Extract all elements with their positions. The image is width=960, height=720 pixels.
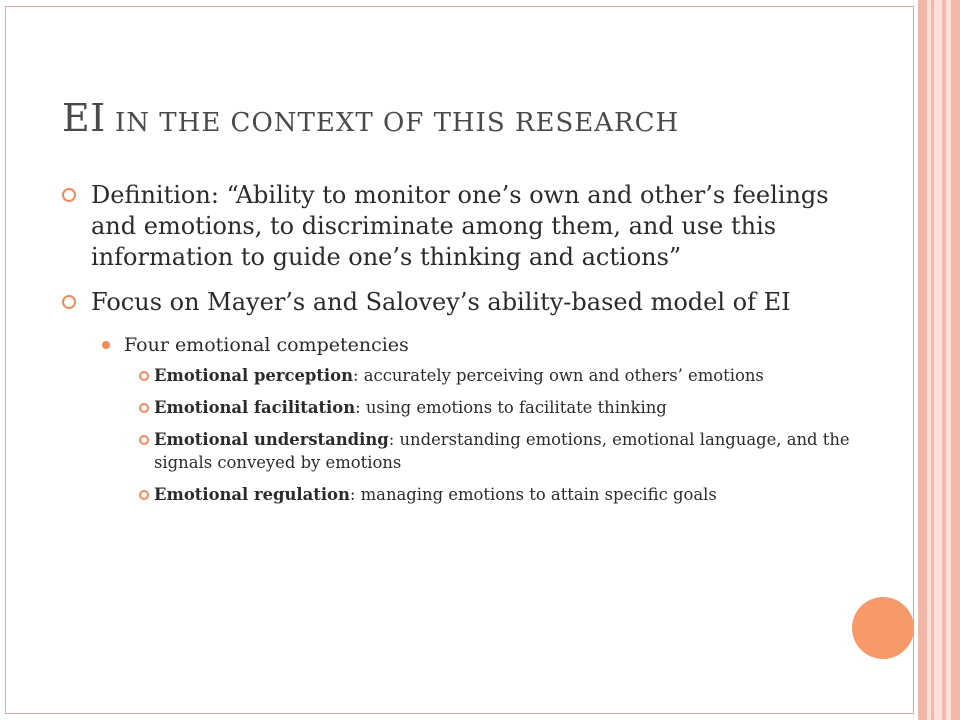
title-lead: EI bbox=[62, 96, 106, 140]
competency-item bbox=[62, 428, 852, 474]
decorative-circle bbox=[852, 597, 914, 659]
small-ring-bullet-icon bbox=[139, 403, 149, 413]
competency-desc: : using emotions to facilitate thinking bbox=[355, 398, 667, 417]
decorative-stripe bbox=[934, 0, 942, 720]
bullet-definition-text: Definition: “Ability to monitor one’s own and other’s feelings and emotions, to discriminate among them, and use this information to guide one’s thinking and actions” bbox=[91, 181, 829, 271]
slide-title bbox=[62, 96, 679, 140]
small-ring-bullet-icon bbox=[139, 371, 149, 381]
competency-desc: : understanding emotions, emotional language, and the signals conveyed by emotions bbox=[154, 430, 850, 472]
competency-term: Emotional regulation bbox=[154, 485, 350, 504]
bullet-focus bbox=[62, 287, 852, 318]
decorative-stripe bbox=[918, 0, 927, 720]
competency-desc: : managing emotions to attain specific goals bbox=[349, 485, 717, 504]
small-ring-bullet-icon bbox=[139, 490, 149, 500]
sub-bullet-competencies bbox=[62, 332, 852, 358]
competency-term: Emotional understanding bbox=[154, 430, 389, 449]
title-rest: IN THE CONTEXT OF THIS RESEARCH bbox=[105, 108, 680, 138]
competency-item bbox=[62, 483, 852, 506]
slide-content bbox=[62, 180, 852, 515]
ring-bullet-icon bbox=[62, 295, 76, 309]
bullet-focus-text: Focus on Mayer’s and Salovey’s ability-based model of EI bbox=[91, 288, 791, 316]
sub-bullet-text: Four emotional competencies bbox=[124, 334, 409, 356]
competency-item bbox=[62, 364, 852, 387]
bullet-definition bbox=[62, 180, 852, 273]
competency-desc: : accurately perceiving own and others’ emotions bbox=[353, 366, 764, 385]
competency-term: Emotional perception bbox=[154, 366, 354, 385]
small-ring-bullet-icon bbox=[139, 435, 149, 445]
competency-item bbox=[62, 396, 852, 419]
decorative-stripe bbox=[951, 0, 960, 720]
dot-bullet-icon bbox=[102, 341, 110, 349]
competency-term: Emotional facilitation bbox=[154, 398, 356, 417]
ring-bullet-icon bbox=[62, 188, 76, 202]
